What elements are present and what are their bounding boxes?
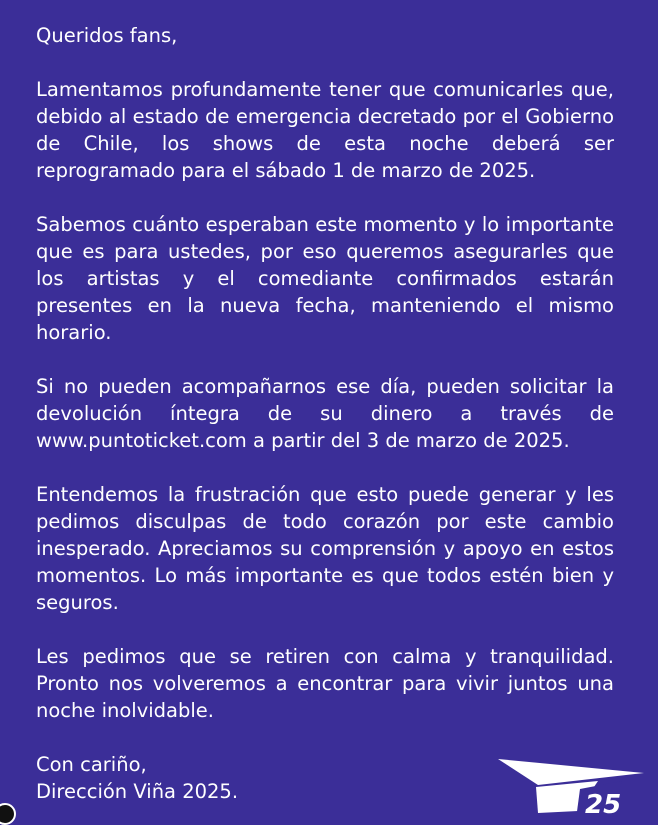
corner-dot bbox=[0, 803, 16, 825]
signature: Dirección Viña 2025. bbox=[36, 780, 239, 803]
letter-paragraph-1: Lamentamos profundamente tener que comunicarles que, debido al estado de emergencia decretado por el Gobierno de Chile, los shows de esta noche deberá ser reprogramado para el sábado 1 de marzo de 2025. bbox=[36, 78, 614, 182]
vina-2025-logo-icon bbox=[498, 755, 648, 819]
closing-phrase: Con cariño, bbox=[36, 753, 147, 776]
logo-number: 25 bbox=[585, 790, 622, 819]
letter-paragraph-2: Sabemos cuánto esperaban este momento y lo importante que es para ustedes, por eso queremos asegurarles que los artistas y el comediante confirmados estarán presentes en la nueva fecha, manteniendo el mismo horario. bbox=[36, 213, 614, 344]
letter-paragraph-3: Si no pueden acompañarnos ese día, pueden solicitar la devolución íntegra de su dinero a través de www.puntoticket.com a partir del 3 de marzo de 2025. bbox=[36, 375, 614, 452]
letter-paragraph-4: Entendemos la frustración que esto puede generar y les pedimos disculpas de todo corazón por este cambio inesperado. Apreciamos su comprensión y apoyo en estos momentos. Lo más importante es que todos estén bien y seguros. bbox=[36, 483, 614, 614]
letter-greeting: Queridos fans, bbox=[36, 24, 178, 47]
letter-paragraph-5: Les pedimos que se retiren con calma y tranquilidad. Pronto nos volveremos a encontrar para vivir juntos una noche inolvidable. bbox=[36, 645, 614, 722]
statement-letter bbox=[36, 22, 614, 805]
